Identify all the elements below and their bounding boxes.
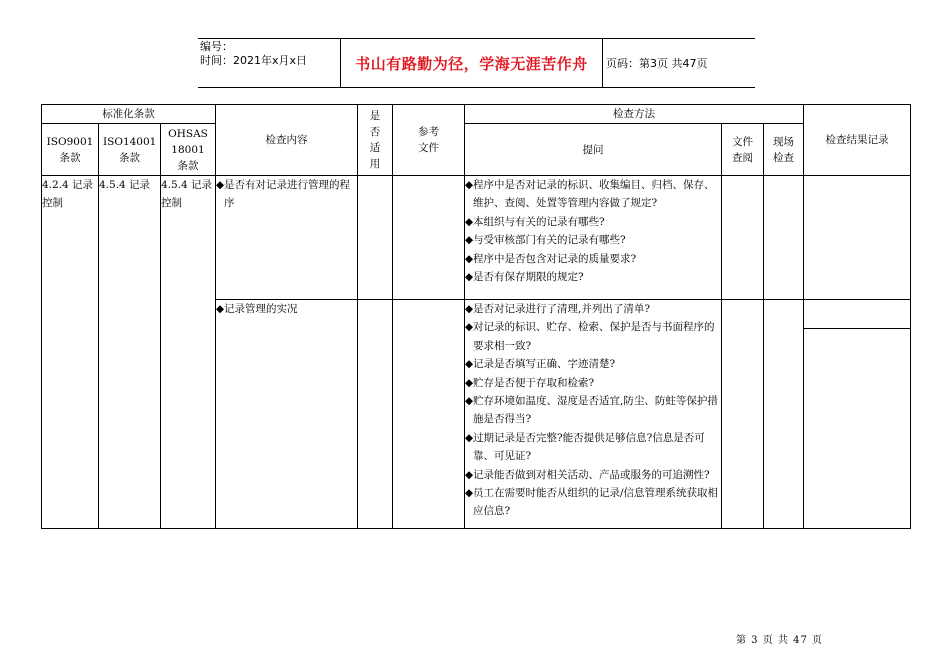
result-record-header: 检查结果记录: [804, 105, 911, 176]
bullet-icon: ◆: [465, 487, 474, 500]
question-item: ◆贮存环境如温度、湿度是否适宜,防尘、防蛀等保护措施是否得当?: [465, 392, 721, 429]
header-divider: [602, 39, 603, 87]
header-meta: [200, 40, 338, 86]
question-item: ◆员工在需要时能否从组织的记录/信息管理系统获取相应信息?: [465, 484, 721, 521]
doc-review-cell: [722, 300, 764, 529]
check-content-item: [216, 300, 358, 529]
header-page-label: 页码：第3页 共47页: [606, 57, 708, 70]
result-cell: [804, 176, 911, 300]
header-motto: 书山有路勤为径，学海无涯苦作舟: [355, 54, 588, 73]
bullet-icon: ◆: [465, 376, 474, 389]
check-content-item: [216, 176, 358, 300]
check-content-text: ◆是否有对记录进行管理的程序: [216, 176, 357, 213]
question-item: ◆程序中是否包含对记录的质量要求?: [465, 250, 721, 268]
standard-clause-header: 标准化条款: [42, 105, 216, 124]
check-method-header: 检查方法: [465, 105, 804, 124]
question-item: ◆对记录的标识、贮存、检索、保护是否与书面程序的要求相一致?: [465, 318, 721, 355]
applicable-cell: [358, 176, 393, 300]
bullet-icon: ◆: [216, 179, 225, 191]
bullet-icon: ◆: [216, 303, 225, 315]
iso9001-header: ISO9001条款: [42, 124, 99, 176]
bullet-icon: ◆: [465, 271, 474, 284]
applicable-header: 是否适用: [358, 105, 393, 176]
page-footer: 第 3 页 共 47 页: [736, 635, 823, 646]
bullet-icon: ◆: [465, 431, 474, 444]
question-list: [465, 300, 722, 529]
reference-cell: [393, 300, 465, 529]
doc-review-header: 文件查阅: [722, 124, 764, 176]
question-item: ◆是否对记录进行了清理,并列出了清单?: [465, 300, 721, 318]
bullet-icon: ◆: [465, 234, 474, 247]
ohsas-header: OHSAS 18001 条款: [161, 124, 216, 176]
number-label: 编号：: [200, 40, 233, 53]
iso9001-clause: 4.2.4 记录控制: [42, 176, 99, 529]
ohsas-clause: 4.5.4 记录控制: [161, 176, 216, 529]
bullet-icon: ◆: [465, 395, 474, 408]
question-item: ◆是否有保存期限的规定?: [465, 268, 721, 286]
question-item: ◆记录是否填写正确、字迹清楚?: [465, 355, 721, 373]
result-divider: [804, 328, 910, 329]
reference-cell: [393, 176, 465, 300]
check-content-header: 检查内容: [216, 105, 358, 176]
question-item: ◆记录能否做到对相关活动、产品或服务的可追溯性?: [465, 466, 721, 484]
iso14001-clause: 4.5.4 记录: [99, 176, 161, 529]
bullet-icon: ◆: [465, 321, 474, 334]
result-cell: [804, 300, 911, 529]
bullet-icon: ◆: [465, 358, 474, 371]
site-check-cell: [764, 300, 804, 529]
iso14001-header: ISO14001条款: [99, 124, 161, 176]
question-item: ◆与受审核部门有关的记录有哪些?: [465, 231, 721, 249]
time-label: 时间：2021年x月x日: [200, 54, 308, 67]
check-content-text: ◆记录管理的实况: [216, 300, 357, 318]
checklist-table: [41, 104, 911, 529]
question-item: ◆过期记录是否完整?能否提供足够信息?信息是否可靠、可见证?: [465, 429, 721, 466]
question-header: 提问: [465, 124, 722, 176]
question-item: ◆贮存是否便于存取和检索?: [465, 374, 721, 392]
site-check-cell: [764, 176, 804, 300]
reference-doc-header: 参考文件: [393, 105, 465, 176]
document-header: [198, 38, 755, 88]
question-list: [465, 176, 722, 300]
question-item: ◆程序中是否对记录的标识、收集编目、归档、保存、维护、查阅、处置等管理内容做了规定?: [465, 176, 721, 213]
bullet-icon: ◆: [465, 179, 474, 191]
question-item: ◆本组织与有关的记录有哪些?: [465, 213, 721, 231]
bullet-icon: ◆: [465, 303, 474, 315]
bullet-icon: ◆: [465, 215, 474, 228]
bullet-icon: ◆: [465, 252, 474, 265]
applicable-cell: [358, 300, 393, 529]
doc-review-cell: [722, 176, 764, 300]
bullet-icon: ◆: [465, 468, 474, 481]
site-check-header: 现场检查: [764, 124, 804, 176]
